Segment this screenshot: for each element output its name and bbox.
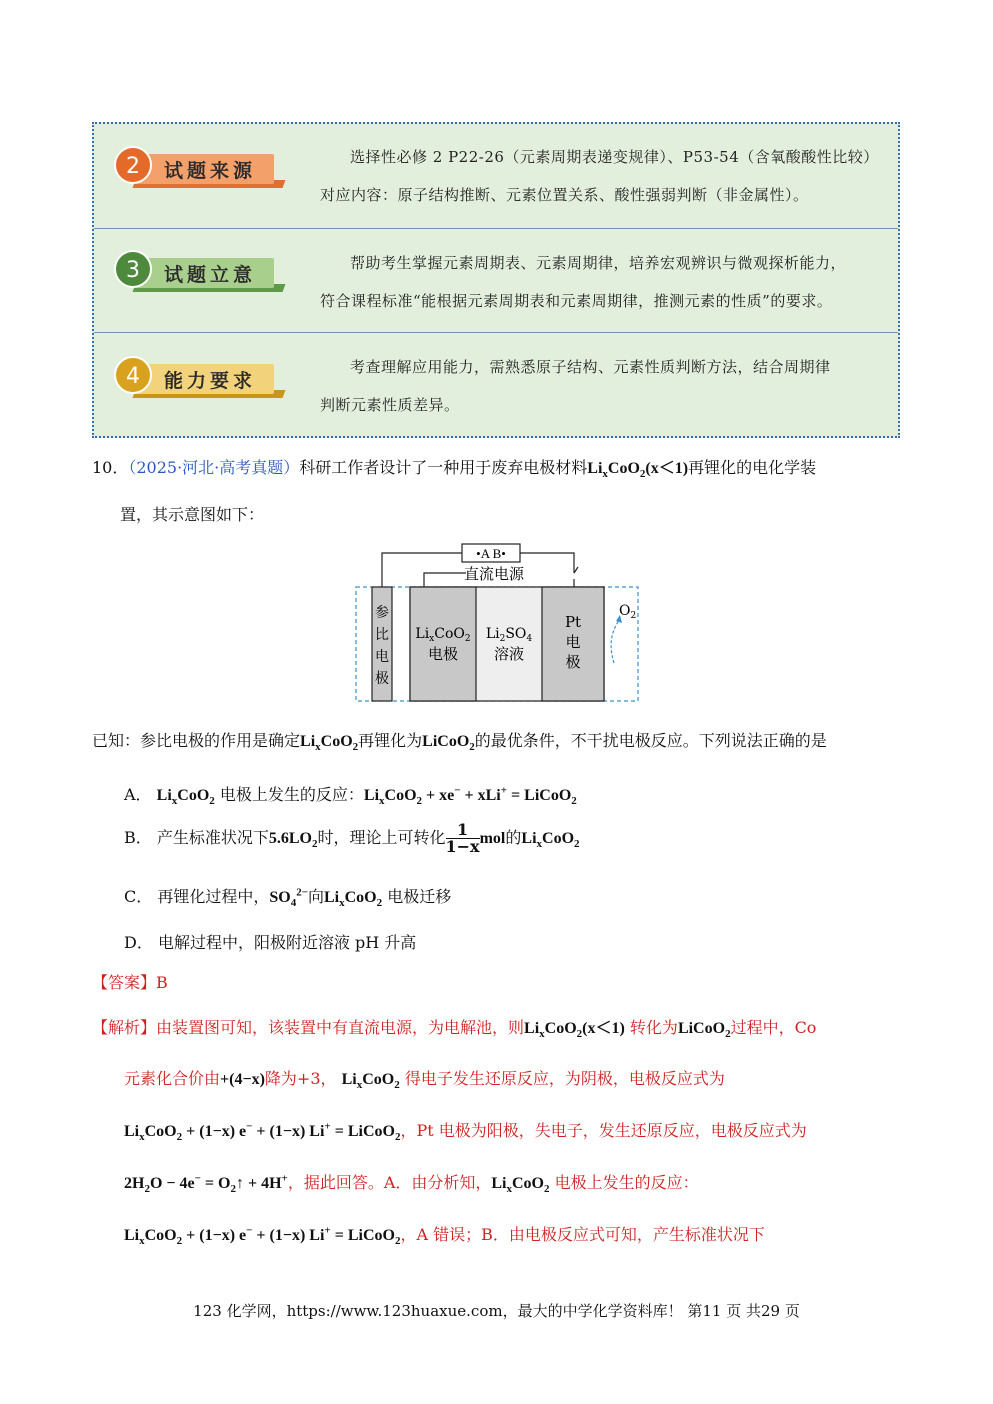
section-badge bbox=[114, 356, 272, 390]
info-box bbox=[92, 122, 900, 438]
power-terminals: •A B• bbox=[476, 546, 506, 561]
question-source: （2025·河北·高考真题） bbox=[128, 458, 300, 477]
fraction: $\frac{1}{1-x}$ bbox=[445, 820, 480, 856]
section-label: 能力要求 bbox=[164, 370, 257, 392]
svg-text:Li2SO4: $Li_2SO_4$ bbox=[485, 626, 533, 644]
gas-arrow bbox=[611, 619, 620, 663]
svg-text:极: 极 bbox=[375, 671, 389, 687]
svg-text:Pt: Pt bbox=[564, 613, 582, 631]
formula: $Li_xCoO_2(x<1)$ bbox=[587, 460, 689, 481]
question-stem-cont: 置，其示意图如下： bbox=[120, 505, 265, 524]
section-badge bbox=[114, 250, 272, 284]
answer-value: B bbox=[156, 973, 168, 992]
page-footer: 123 化学网，https://www.123huaxue.com，最大的中学化学资料库！ 第11 页 共29 页 bbox=[193, 1302, 800, 1320]
info-line: 符合课程标准“能根据元素周期表和元素周期律，推测元素的性质”的要求。 bbox=[320, 292, 833, 310]
option-d[interactable]: D． 电解过程中，阳极附近溶液 pH 升高 bbox=[124, 933, 417, 952]
wire-left bbox=[382, 553, 462, 587]
power-name: 直流电源 bbox=[463, 565, 525, 583]
info-line: 判断元素性质差异。 bbox=[320, 396, 460, 414]
section-label: 试题来源 bbox=[164, 160, 257, 182]
answer bbox=[92, 970, 168, 993]
svg-text:LixCoO2: $Li_xCoO_2$ bbox=[415, 626, 471, 644]
analysis-line: $2H_2O - 4e^-$ = $O_2↑ + 4H^+$，据此回答。A．由分析知，$Li_xCoO_2$ 电极上发生的反应： bbox=[124, 1172, 699, 1196]
svg-text:电: 电 bbox=[375, 649, 389, 665]
section-label: 试题立意 bbox=[164, 264, 257, 286]
analysis-label: 【解析】 bbox=[92, 1018, 157, 1037]
option-c[interactable]: C． 再锂化过程中，$SO_4^{2-}$向$Li_xCoO_2$ 电极迁移 bbox=[124, 886, 452, 910]
section-badge bbox=[114, 146, 272, 180]
svg-text:电: 电 bbox=[565, 633, 581, 651]
svg-text:O2: $O_2$ bbox=[619, 603, 637, 621]
question-stem: 10．（2025·河北·高考真题）科研工作者设计了一种用于废弃电极材料$Li_xCoO_2(x<1)$再锂化的电化学装 bbox=[92, 458, 817, 481]
section-number: 2 bbox=[114, 146, 152, 184]
analysis-line: 【解析】由装置图可知，该装置中有直流电源，为电解池，则$Li_xCoO_2(x<1)$ 转化为LiCoO$_2$过程中，Co bbox=[92, 1018, 817, 1041]
analysis-line: $Li_xCoO_2 + (1-x) e^- + (1-x) Li^+$ = LiCoO$_2$，A 错误；B．由电极反应式可知，产生标准状况下 bbox=[124, 1224, 765, 1248]
option-a[interactable]: A． $Li_xCoO_2$ 电极上发生的反应：$Li_xCoO_2 + xe^- + xLi^+$ = LiCoO$_2$ bbox=[124, 784, 577, 808]
section-number: 4 bbox=[114, 356, 152, 394]
section-number: 3 bbox=[114, 250, 152, 288]
svg-text:电极: 电极 bbox=[427, 645, 459, 663]
question-number: 10． bbox=[92, 458, 129, 477]
info-line: 帮助考生掌握元素周期表、元素周期律，培养宏观辨识与微观探析能力， bbox=[350, 254, 847, 272]
electrochemical-device-diagram bbox=[354, 543, 644, 703]
info-line: 对应内容：原子结构推断、元素位置关系、酸性强弱判断（非金属性）。 bbox=[320, 186, 809, 204]
analysis-line: 元素化合价由+(4−x)降为+3， $Li_xCoO_2$ 得电子发生还原反应，为阴极，电极反应式为 bbox=[124, 1069, 725, 1092]
analysis-line: $Li_xCoO_2 + (1-x) e^- + (1-x) Li^+$ = LiCoO$_2$，Pt 电极为阳极，失电子，发生还原反应，电极反应式为 bbox=[124, 1120, 807, 1144]
info-row-ability bbox=[94, 332, 898, 436]
known-condition: 已知：参比电极的作用是确定$Li_xCoO_2$再锂化为LiCoO$_2$的最优条件，不干扰电极反应。下列说法正确的是 bbox=[92, 731, 827, 754]
licoo2-electrode bbox=[410, 587, 476, 701]
svg-text:极: 极 bbox=[565, 653, 581, 671]
answer-label: 【答案】 bbox=[92, 973, 157, 992]
svg-text:参: 参 bbox=[375, 605, 389, 621]
info-row-source bbox=[94, 124, 898, 228]
info-row-intent bbox=[94, 228, 898, 332]
info-line: 考查理解应用能力，需熟悉原子结构、元素性质判断方法，结合周期律 bbox=[350, 358, 831, 376]
svg-text:比: 比 bbox=[375, 627, 389, 643]
info-line: 选择性必修 2 P22-26（元素周期表递变规律）、P53-54（含氧酸酸性比较） bbox=[350, 148, 879, 166]
wire-ref bbox=[424, 573, 466, 587]
option-b[interactable]: B． 产生标准状况下$5.6LO_2$时，理论上可转化 $\frac{1}{1-x}$ mol的$Li_xCoO_2$ bbox=[124, 820, 580, 856]
wire-right bbox=[520, 553, 574, 573]
svg-text:溶液: 溶液 bbox=[493, 645, 525, 663]
